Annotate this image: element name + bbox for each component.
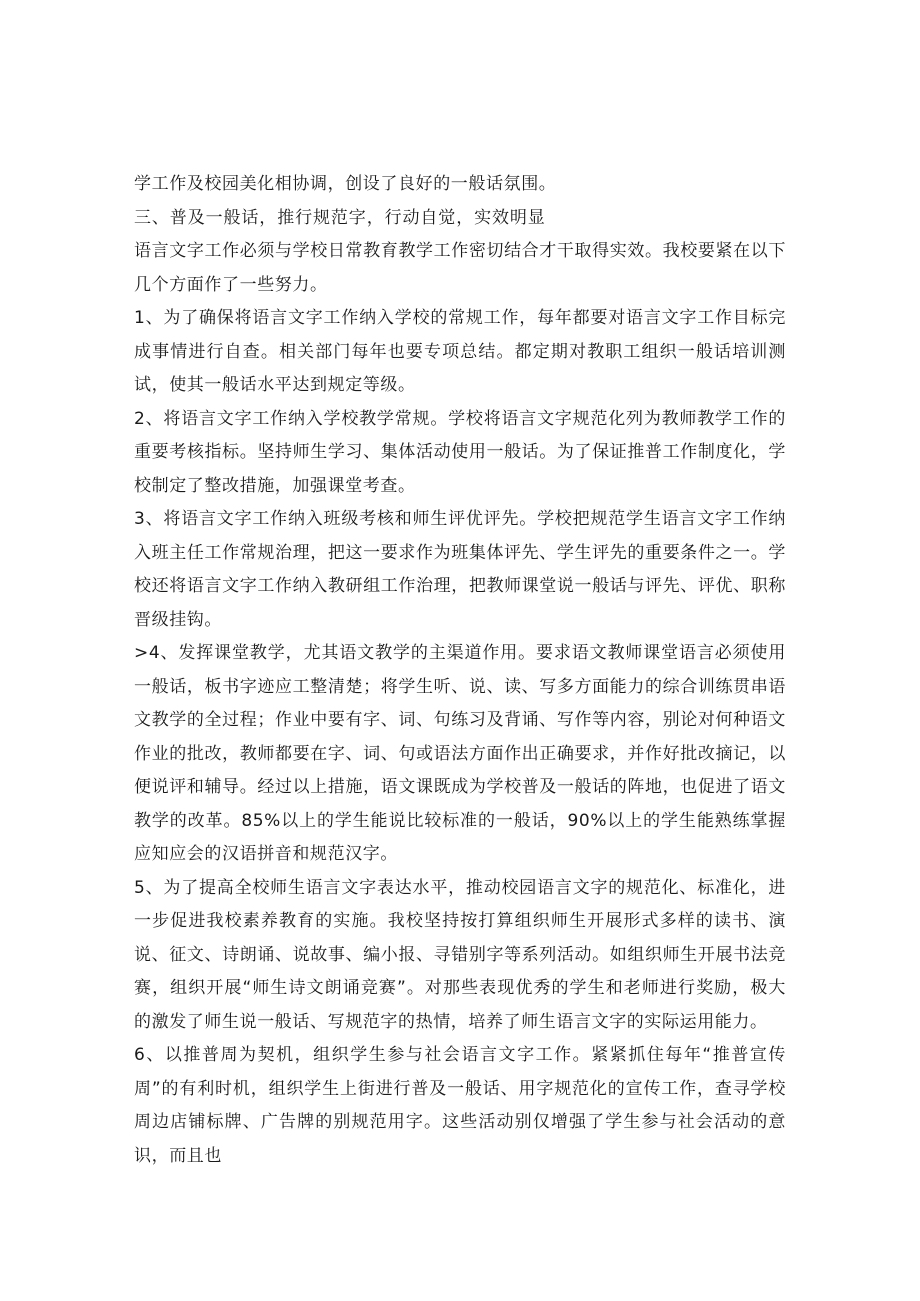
list-item-5: 5、为了提高全校师生语言文字表达水平，推动校园语言文字的规范化、标准化，进一步促进我校素养教育的实施。我校坚持按打算组织师生开展形式多样的读书、演说、征文、诗朗诵、说故事、编小报、寻错别字等系列活动。如组织师生开展书法竞赛，组织开展“师生诗文朗诵竞赛”。对那些表现优秀的学生和老师进行奖励，极大的激发了师生说一般话、写规范字的热情，培养了师生语言文字的实际运用能力。 <box>134 877 786 1032</box>
list-item-3: 3、将语言文字工作纳入班级考核和师生评优评先。学校把规范学生语言文字工作纳入班主任工作常规治理，把这一要求作为班集体评先、学生评先的重要条件之一。学校还将语言文字工作纳入教研组工作治理，把教师课堂说一般话与评先、评优、职称晋级挂钩。 <box>134 509 786 630</box>
paragraph-continuation: 学工作及校园美化相协调，创设了良好的一般话氛围。 <box>134 174 557 194</box>
section-intro-paragraph: 语言文字工作必须与学校日常教育教学工作密切结合才干取得实效。我校要紧在以下几个方面作了一些努力。 <box>134 241 786 295</box>
list-item-4: >4、发挥课堂教学，尤其语文教学的主渠道作用。要求语文教师课堂语言必须使用一般话，板书字迹应工整清楚；将学生听、说、读、写多方面能力的综合训练贯串语文教学的全过程；作业中要有字、词、句练习及背诵、写作等内容，别论对何种语文作业的批改，教师都要在字、词、句或语法方面作出正确要求，并作好批改摘记，以便说评和辅导。经过以上措施，语文课既成为学校普及一般话的阵地，也促进了语文教学的改革。85%以上的学生能说比较标准的一般话，90%以上的学生能熟练掌握应知应会的汉语拼音和规范汉字。 <box>134 643 786 864</box>
document-body <box>134 168 786 1173</box>
list-item-6: 6、以推普周为契机，组织学生参与社会语言文字工作。紧紧抓住每年“推普宣传周”的有利时机，组织学生上街进行普及一般话、用字规范化的宣传工作，查寻学校周边店铺标牌、广告牌的别规范用字。这些活动别仅增强了学生参与社会活动的意识，而且也 <box>134 1045 786 1166</box>
list-item-1: 1、为了确保将语言文字工作纳入学校的常规工作，每年都要对语言文字工作目标完成事情进行自查。相关部门每年也要专项总结。都定期对教职工组织一般话培训测试，使其一般话水平达到规定等级。 <box>134 308 786 395</box>
list-item-2: 2、将语言文字工作纳入学校教学常规。学校将语言文字规范化列为教师教学工作的重要考核指标。坚持师生学习、集体活动使用一般话。为了保证推普工作制度化，学校制定了整改措施，加强课堂考查。 <box>134 408 786 496</box>
section-heading: 三、普及一般话，推行规范字，行动自觉，实效明显 <box>134 207 546 228</box>
